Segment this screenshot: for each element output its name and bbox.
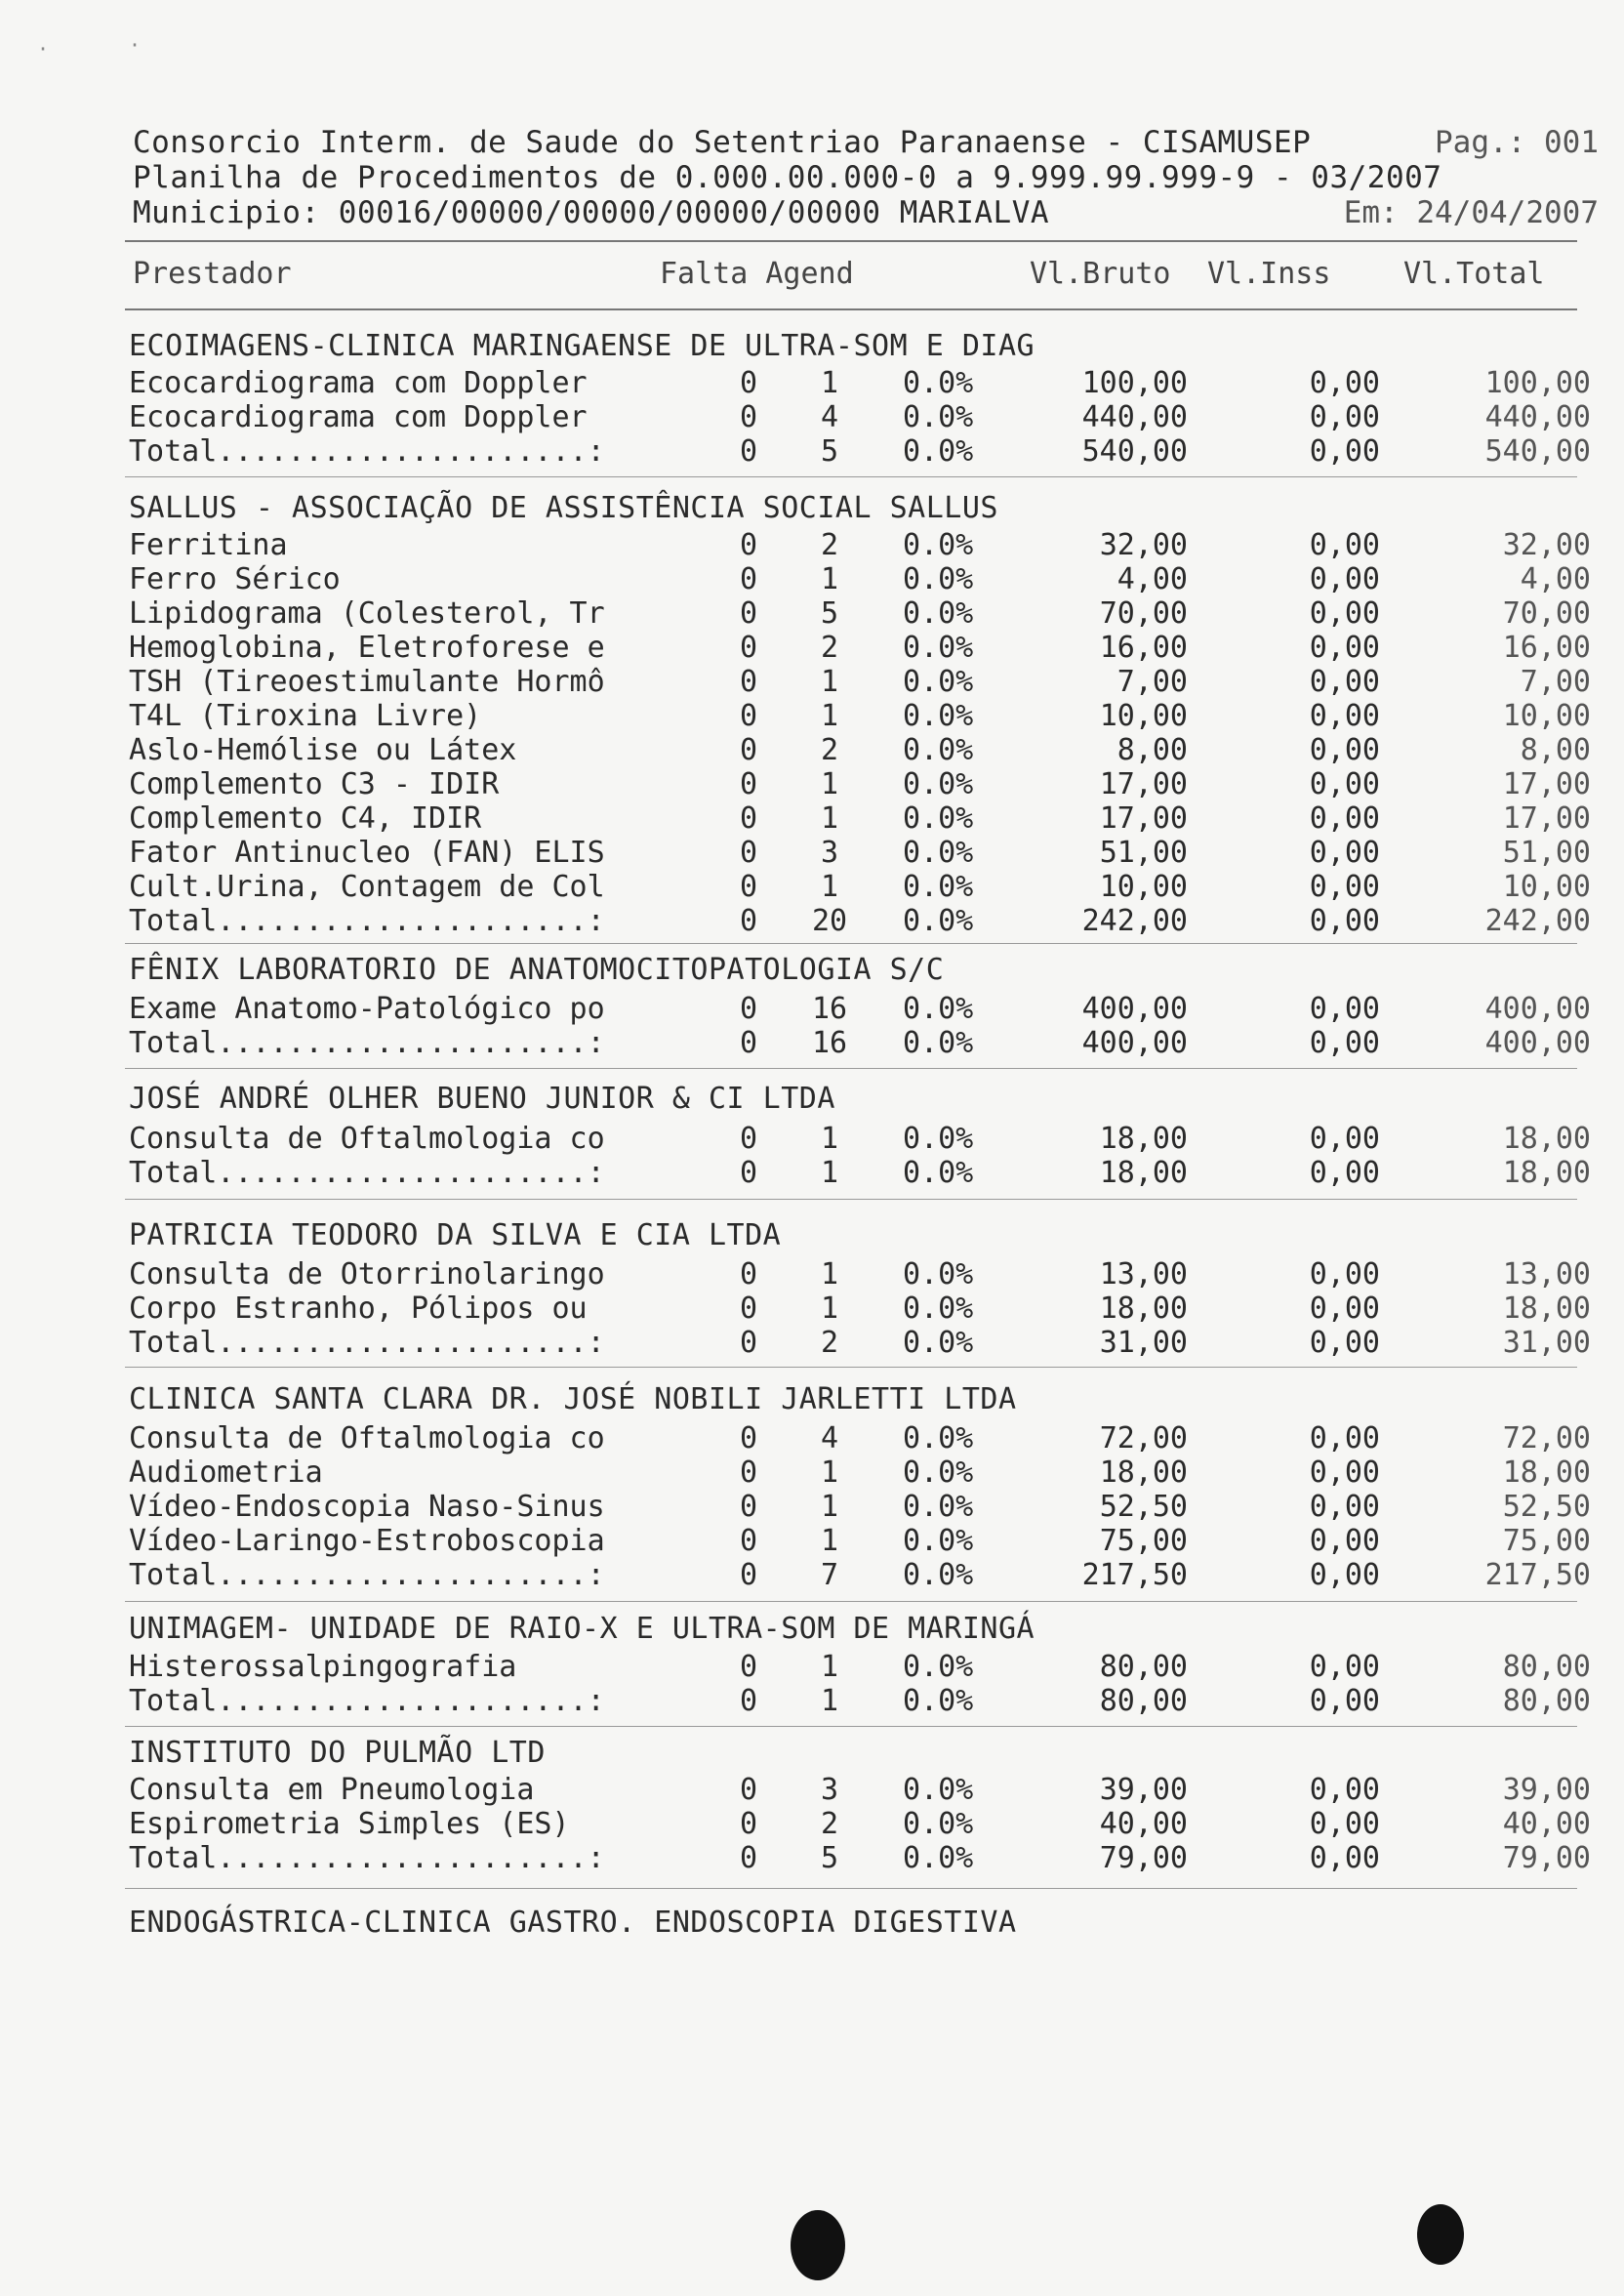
procedure-row [0, 1257, 1624, 1291]
agend-value: 2 [820, 1807, 839, 1841]
procedure-description: Complemento C3 - IDIR [129, 767, 500, 801]
vl-total-value: 40,00 [1502, 1807, 1591, 1841]
vl-inss-value: 0,00 [1309, 1773, 1380, 1807]
falta-value: 0 [739, 665, 758, 699]
percent-value: 0.0% [903, 1773, 974, 1807]
agend-value: 1 [820, 1490, 839, 1524]
vl-inss-value: 0,00 [1309, 733, 1380, 767]
procedure-description: Corpo Estranho, Pólipos ou [129, 1292, 588, 1326]
procedure-description: Cult.Urina, Contagem de Col [129, 870, 605, 904]
vl-inss-value: 0,00 [1309, 801, 1380, 836]
vl-inss-value: 0,00 [1309, 870, 1380, 904]
procedure-description: Histerossalpingografia [129, 1650, 517, 1684]
section-title: JOSÉ ANDRÉ OLHER BUENO JUNIOR & CI LTDA [129, 1082, 835, 1116]
vl-total-value: 10,00 [1502, 870, 1591, 904]
falta-value: 0 [739, 992, 758, 1026]
vl-total-value: 18,00 [1502, 1156, 1591, 1190]
procedure-description: T4L (Tiroxina Livre) [129, 699, 482, 733]
procedure-description: Total.....................: [129, 1156, 605, 1190]
procedure-row [0, 400, 1624, 433]
procedure-row [0, 1490, 1624, 1523]
section-title: SALLUS - ASSOCIAÇÃO DE ASSISTÊNCIA SOCIAL SALLUS [129, 491, 998, 525]
vl-inss-value: 0,00 [1309, 1841, 1380, 1875]
vl-inss-value: 0,00 [1309, 1807, 1380, 1841]
percent-value: 0.0% [903, 400, 974, 434]
percent-value: 0.0% [903, 1650, 974, 1684]
percent-value: 0.0% [903, 1490, 974, 1524]
vl-total-value: 70,00 [1502, 596, 1591, 631]
vl-inss-value: 0,00 [1309, 1558, 1380, 1592]
falta-value: 0 [739, 836, 758, 870]
percent-value: 0.0% [903, 1456, 974, 1490]
procedure-description: Ecocardiograma com Doppler [129, 400, 588, 434]
vl-total-value: 18,00 [1502, 1456, 1591, 1490]
section-title: FÊNIX LABORATORIO DE ANATOMOCITOPATOLOGIA S/C [129, 953, 945, 987]
agend-value: 1 [820, 1650, 839, 1684]
procedure-row [0, 562, 1624, 595]
falta-value: 0 [739, 1026, 758, 1060]
agend-value: 3 [820, 836, 839, 870]
vl-bruto-value: 18,00 [1099, 1122, 1188, 1156]
falta-value: 0 [739, 801, 758, 836]
falta-value: 0 [739, 1490, 758, 1524]
percent-value: 0.0% [903, 836, 974, 870]
vl-total-value: 17,00 [1502, 767, 1591, 801]
percent-value: 0.0% [903, 699, 974, 733]
procedure-row [0, 1421, 1624, 1455]
falta-value: 0 [739, 870, 758, 904]
agend-value: 1 [820, 1257, 839, 1292]
falta-value: 0 [739, 1684, 758, 1718]
agend-value: 2 [820, 528, 839, 562]
vl-total-value: 80,00 [1502, 1684, 1591, 1718]
falta-value: 0 [739, 631, 758, 665]
vl-inss-value: 0,00 [1309, 1292, 1380, 1326]
percent-value: 0.0% [903, 434, 974, 469]
vl-bruto-value: 400,00 [1081, 1026, 1188, 1060]
procedure-row [0, 801, 1624, 835]
falta-value: 0 [739, 1292, 758, 1326]
falta-value: 0 [739, 1841, 758, 1875]
agend-value: 1 [820, 562, 839, 596]
col-vl-bruto: Vl.Bruto [1030, 257, 1171, 291]
vl-inss-value: 0,00 [1309, 1421, 1380, 1456]
falta-value: 0 [739, 1773, 758, 1807]
agend-value: 1 [820, 1524, 839, 1558]
vl-bruto-value: 10,00 [1099, 870, 1188, 904]
agend-value: 1 [820, 1292, 839, 1326]
section-title: PATRICIA TEODORO DA SILVA E CIA LTDA [129, 1218, 782, 1252]
procedure-description: Total.....................: [129, 1558, 605, 1592]
section-title: CLINICA SANTA CLARA DR. JOSÉ NOBILI JARLETTI LTDA [129, 1382, 1017, 1416]
vl-total-value: 17,00 [1502, 801, 1591, 836]
vl-inss-value: 0,00 [1309, 434, 1380, 469]
agend-value: 1 [820, 767, 839, 801]
vl-inss-value: 0,00 [1309, 400, 1380, 434]
procedure-description: Total.....................: [129, 1326, 605, 1360]
vl-total-value: 16,00 [1502, 631, 1591, 665]
col-prestador: Prestador [133, 257, 292, 291]
falta-value: 0 [739, 1156, 758, 1190]
percent-value: 0.0% [903, 1122, 974, 1156]
procedure-row [0, 596, 1624, 630]
falta-value: 0 [739, 596, 758, 631]
percent-value: 0.0% [903, 767, 974, 801]
agend-value: 1 [820, 366, 839, 400]
procedure-description: Vídeo-Endoscopia Naso-Sinus [129, 1490, 605, 1524]
falta-value: 0 [739, 904, 758, 938]
procedure-row [0, 1292, 1624, 1325]
vl-total-value: 18,00 [1502, 1122, 1591, 1156]
procedure-row [0, 1122, 1624, 1155]
procedure-row [0, 1773, 1624, 1806]
vl-inss-value: 0,00 [1309, 665, 1380, 699]
footer-section-title: ENDOGÁSTRICA-CLINICA GASTRO. ENDOSCOPIA DIGESTIVA [129, 1906, 1017, 1940]
procedure-description: Consulta de Otorrinolaringo [129, 1257, 605, 1292]
vl-inss-value: 0,00 [1309, 1524, 1380, 1558]
procedure-row [0, 992, 1624, 1025]
vl-bruto-value: 217,50 [1081, 1558, 1188, 1592]
procedure-description: Consulta de Oftalmologia co [129, 1122, 605, 1156]
percent-value: 0.0% [903, 366, 974, 400]
percent-value: 0.0% [903, 596, 974, 631]
header-line2: Planilha de Procedimentos de 0.000.00.000-0 a 9.999.99.999-9 - 03/2007 [133, 160, 1442, 195]
falta-value: 0 [739, 1807, 758, 1841]
vl-bruto-value: 17,00 [1099, 801, 1188, 836]
section-rule [125, 1601, 1577, 1602]
vl-bruto-value: 80,00 [1099, 1650, 1188, 1684]
vl-bruto-value: 80,00 [1099, 1684, 1188, 1718]
procedure-description: Lipidograma (Colesterol, Tr [129, 596, 605, 631]
col-falta-agend: Falta Agend [660, 257, 854, 291]
col-vl-inss: Vl.Inss [1207, 257, 1331, 291]
procedure-description: Total.....................: [129, 1026, 605, 1060]
vl-total-value: 18,00 [1502, 1292, 1591, 1326]
vl-bruto-value: 400,00 [1081, 992, 1188, 1026]
procedure-description: Hemoglobina, Eletroforese e [129, 631, 605, 665]
agend-value: 1 [820, 665, 839, 699]
procedure-description: Total.....................: [129, 904, 605, 938]
agend-value: 2 [820, 1326, 839, 1360]
falta-value: 0 [739, 1421, 758, 1456]
percent-value: 0.0% [903, 1026, 974, 1060]
procedure-row [0, 1807, 1624, 1840]
vl-inss-value: 0,00 [1309, 1326, 1380, 1360]
procedure-description: Aslo-Hemólise ou Látex [129, 733, 517, 767]
section-rule [125, 1888, 1577, 1889]
vl-bruto-value: 18,00 [1099, 1456, 1188, 1490]
agend-value: 1 [820, 1456, 839, 1490]
agend-value: 20 [811, 904, 848, 938]
procedure-description: Total.....................: [129, 434, 605, 469]
vl-total-value: 400,00 [1484, 1026, 1591, 1060]
vl-bruto-value: 72,00 [1099, 1421, 1188, 1456]
falta-value: 0 [739, 1650, 758, 1684]
percent-value: 0.0% [903, 528, 974, 562]
agend-value: 5 [820, 1841, 839, 1875]
section-total-row [0, 1684, 1624, 1717]
percent-value: 0.0% [903, 801, 974, 836]
vl-inss-value: 0,00 [1309, 904, 1380, 938]
agend-value: 5 [820, 434, 839, 469]
procedure-description: Vídeo-Laringo-Estroboscopia [129, 1524, 605, 1558]
header-rule [125, 240, 1577, 242]
section-rule [125, 1068, 1577, 1069]
vl-inss-value: 0,00 [1309, 1122, 1380, 1156]
vl-inss-value: 0,00 [1309, 631, 1380, 665]
falta-value: 0 [739, 1122, 758, 1156]
section-title: UNIMAGEM- UNIDADE DE RAIO-X E ULTRA-SOM DE MARINGÁ [129, 1612, 1035, 1646]
vl-total-value: 440,00 [1484, 400, 1591, 434]
vl-total-value: 242,00 [1484, 904, 1591, 938]
section-title: ECOIMAGENS-CLINICA MARINGAENSE DE ULTRA-SOM E DIAG [129, 329, 1035, 363]
falta-value: 0 [739, 528, 758, 562]
page-number: Pag.: 001 [1435, 125, 1599, 160]
vl-bruto-value: 31,00 [1099, 1326, 1188, 1360]
section-total-row [0, 434, 1624, 468]
vl-bruto-value: 51,00 [1099, 836, 1188, 870]
agend-value: 16 [811, 1026, 848, 1060]
scan-speck: · [37, 37, 50, 61]
procedure-row [0, 836, 1624, 869]
percent-value: 0.0% [903, 904, 974, 938]
percent-value: 0.0% [903, 1257, 974, 1292]
section-total-row [0, 1026, 1624, 1059]
procedure-description: Complemento C4, IDIR [129, 801, 482, 836]
vl-inss-value: 0,00 [1309, 596, 1380, 631]
percent-value: 0.0% [903, 1841, 974, 1875]
procedure-row [0, 767, 1624, 800]
percent-value: 0.0% [903, 562, 974, 596]
vl-total-value: 100,00 [1484, 366, 1591, 400]
vl-total-value: 10,00 [1502, 699, 1591, 733]
procedure-row [0, 733, 1624, 766]
procedure-description: Consulta de Oftalmologia co [129, 1421, 605, 1456]
vl-bruto-value: 70,00 [1099, 596, 1188, 631]
vl-total-value: 13,00 [1502, 1257, 1591, 1292]
vl-bruto-value: 16,00 [1099, 631, 1188, 665]
percent-value: 0.0% [903, 1421, 974, 1456]
falta-value: 0 [739, 699, 758, 733]
section-rule [125, 1367, 1577, 1368]
vl-bruto-value: 32,00 [1099, 528, 1188, 562]
section-total-row [0, 1326, 1624, 1359]
header-line3: Municipio: 00016/00000/00000/00000/00000 MARIALVA [133, 195, 1050, 230]
procedure-description: Consulta em Pneumologia [129, 1773, 535, 1807]
vl-total-value: 8,00 [1520, 733, 1591, 767]
falta-value: 0 [739, 434, 758, 469]
vl-total-value: 51,00 [1502, 836, 1591, 870]
vl-bruto-value: 242,00 [1081, 904, 1188, 938]
vl-bruto-value: 18,00 [1099, 1292, 1188, 1326]
agend-value: 1 [820, 699, 839, 733]
vl-total-value: 52,50 [1502, 1490, 1591, 1524]
procedure-description: Espirometria Simples (ES) [129, 1807, 570, 1841]
procedure-row [0, 1524, 1624, 1557]
column-rule [125, 308, 1577, 310]
falta-value: 0 [739, 400, 758, 434]
vl-inss-value: 0,00 [1309, 1156, 1380, 1190]
agend-value: 1 [820, 1156, 839, 1190]
vl-inss-value: 0,00 [1309, 1650, 1380, 1684]
section-rule [125, 1726, 1577, 1727]
falta-value: 0 [739, 1524, 758, 1558]
procedure-description: Audiometria [129, 1456, 323, 1490]
procedure-row [0, 1650, 1624, 1683]
vl-bruto-value: 100,00 [1081, 366, 1188, 400]
agend-value: 2 [820, 733, 839, 767]
section-total-row [0, 1558, 1624, 1591]
vl-inss-value: 0,00 [1309, 366, 1380, 400]
vl-total-value: 39,00 [1502, 1773, 1591, 1807]
vl-bruto-value: 540,00 [1081, 434, 1188, 469]
percent-value: 0.0% [903, 1292, 974, 1326]
vl-inss-value: 0,00 [1309, 767, 1380, 801]
agend-value: 4 [820, 1421, 839, 1456]
procedure-description: Total.....................: [129, 1841, 605, 1875]
vl-total-value: 72,00 [1502, 1421, 1591, 1456]
vl-bruto-value: 7,00 [1116, 665, 1188, 699]
procedure-description: TSH (Tireoestimulante Hormô [129, 665, 605, 699]
vl-bruto-value: 440,00 [1081, 400, 1188, 434]
agend-value: 1 [820, 870, 839, 904]
section-rule [125, 476, 1577, 477]
procedure-description: Fator Antinucleo (FAN) ELIS [129, 836, 605, 870]
vl-total-value: 75,00 [1502, 1524, 1591, 1558]
agend-value: 2 [820, 631, 839, 665]
percent-value: 0.0% [903, 1558, 974, 1592]
vl-inss-value: 0,00 [1309, 562, 1380, 596]
agend-value: 1 [820, 1122, 839, 1156]
punch-hole-right [1417, 2204, 1464, 2265]
vl-bruto-value: 10,00 [1099, 699, 1188, 733]
vl-bruto-value: 8,00 [1116, 733, 1188, 767]
vl-bruto-value: 40,00 [1099, 1807, 1188, 1841]
vl-bruto-value: 17,00 [1099, 767, 1188, 801]
procedure-row [0, 1456, 1624, 1489]
falta-value: 0 [739, 1257, 758, 1292]
percent-value: 0.0% [903, 1684, 974, 1718]
vl-total-value: 7,00 [1520, 665, 1591, 699]
vl-inss-value: 0,00 [1309, 699, 1380, 733]
falta-value: 0 [739, 767, 758, 801]
procedure-description: Ecocardiograma com Doppler [129, 366, 588, 400]
vl-total-value: 217,50 [1484, 1558, 1591, 1592]
vl-inss-value: 0,00 [1309, 1490, 1380, 1524]
falta-value: 0 [739, 562, 758, 596]
vl-bruto-value: 18,00 [1099, 1156, 1188, 1190]
agend-value: 1 [820, 1684, 839, 1718]
procedure-row [0, 665, 1624, 698]
percent-value: 0.0% [903, 733, 974, 767]
emission-date: Em: 24/04/2007 [1343, 195, 1599, 230]
agend-value: 3 [820, 1773, 839, 1807]
vl-bruto-value: 79,00 [1099, 1841, 1188, 1875]
vl-bruto-value: 13,00 [1099, 1257, 1188, 1292]
vl-inss-value: 0,00 [1309, 1684, 1380, 1718]
vl-inss-value: 0,00 [1309, 528, 1380, 562]
percent-value: 0.0% [903, 1807, 974, 1841]
procedure-description: Ferro Sérico [129, 562, 341, 596]
section-rule [125, 943, 1577, 944]
vl-total-value: 32,00 [1502, 528, 1591, 562]
vl-inss-value: 0,00 [1309, 1026, 1380, 1060]
agend-value: 4 [820, 400, 839, 434]
procedure-row [0, 366, 1624, 399]
vl-total-value: 79,00 [1502, 1841, 1591, 1875]
col-vl-total: Vl.Total [1403, 257, 1545, 291]
procedure-row [0, 631, 1624, 664]
agend-value: 16 [811, 992, 848, 1026]
vl-bruto-value: 75,00 [1099, 1524, 1188, 1558]
procedure-description: Total.....................: [129, 1684, 605, 1718]
falta-value: 0 [739, 733, 758, 767]
percent-value: 0.0% [903, 631, 974, 665]
falta-value: 0 [739, 1456, 758, 1490]
agend-value: 5 [820, 596, 839, 631]
percent-value: 0.0% [903, 992, 974, 1026]
vl-bruto-value: 4,00 [1116, 562, 1188, 596]
vl-total-value: 400,00 [1484, 992, 1591, 1026]
vl-bruto-value: 52,50 [1099, 1490, 1188, 1524]
percent-value: 0.0% [903, 1156, 974, 1190]
procedure-row [0, 870, 1624, 903]
vl-inss-value: 0,00 [1309, 836, 1380, 870]
agend-value: 1 [820, 801, 839, 836]
vl-total-value: 4,00 [1520, 562, 1591, 596]
vl-bruto-value: 39,00 [1099, 1773, 1188, 1807]
section-total-row [0, 904, 1624, 937]
agend-value: 7 [820, 1558, 839, 1592]
percent-value: 0.0% [903, 1326, 974, 1360]
section-total-row [0, 1841, 1624, 1874]
percent-value: 0.0% [903, 665, 974, 699]
vl-inss-value: 0,00 [1309, 1257, 1380, 1292]
percent-value: 0.0% [903, 870, 974, 904]
header-line1: Consorcio Interm. de Saude do Setentriao Paranaense - CISAMUSEP [133, 125, 1312, 160]
procedure-description: Ferritina [129, 528, 288, 562]
percent-value: 0.0% [903, 1524, 974, 1558]
scan-speck: · [129, 33, 142, 57]
vl-inss-value: 0,00 [1309, 1456, 1380, 1490]
falta-value: 0 [739, 1558, 758, 1592]
vl-total-value: 540,00 [1484, 434, 1591, 469]
falta-value: 0 [739, 366, 758, 400]
vl-inss-value: 0,00 [1309, 992, 1380, 1026]
procedure-description: Exame Anatomo-Patológico po [129, 992, 605, 1026]
vl-total-value: 31,00 [1502, 1326, 1591, 1360]
procedure-row [0, 528, 1624, 561]
section-rule [125, 1199, 1577, 1200]
section-total-row [0, 1156, 1624, 1189]
punch-hole-left [791, 2210, 845, 2280]
section-title: INSTITUTO DO PULMÃO LTD [129, 1736, 546, 1770]
falta-value: 0 [739, 1326, 758, 1360]
procedure-row [0, 699, 1624, 732]
vl-total-value: 80,00 [1502, 1650, 1591, 1684]
